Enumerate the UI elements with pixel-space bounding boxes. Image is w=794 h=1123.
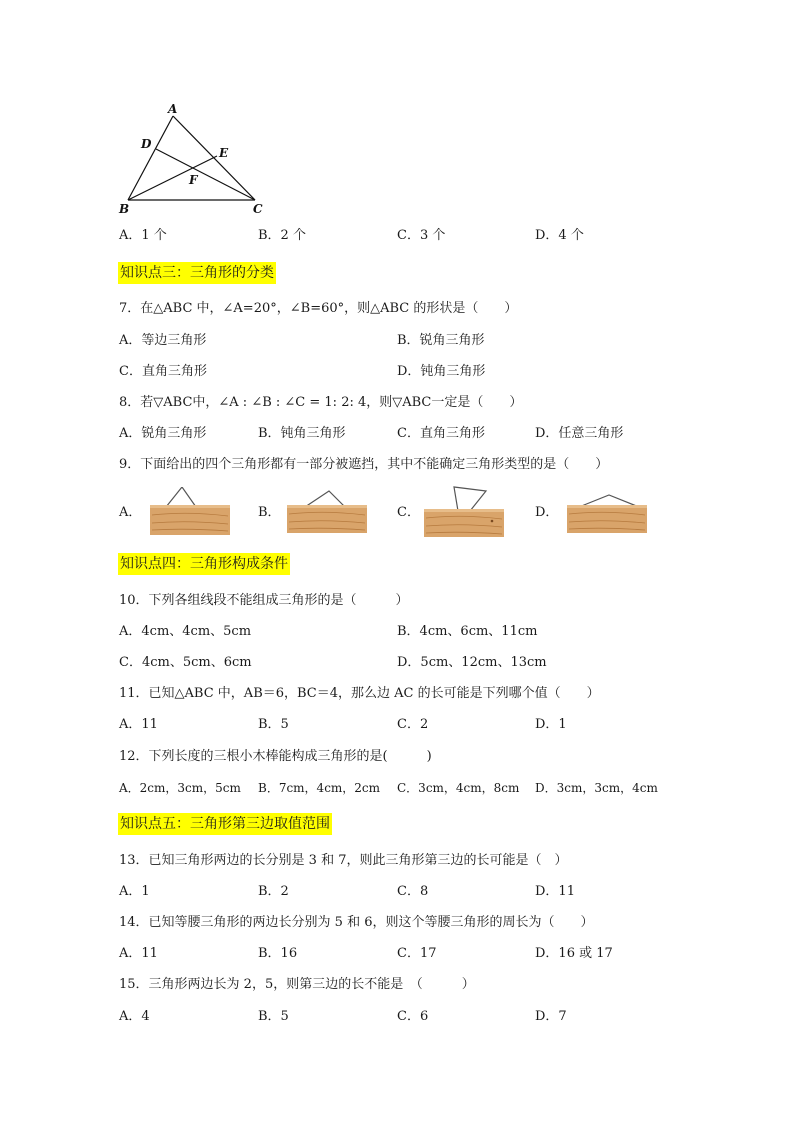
q14-option-a[interactable]: A．11 [119, 946, 158, 961]
q11-option-a[interactable]: A．11 [119, 717, 158, 732]
q8-option-b[interactable]: B．钝角三角形 [258, 426, 346, 441]
label-e: E [219, 146, 229, 160]
label-b: B [119, 202, 130, 216]
q13-option-a[interactable]: A．1 [119, 884, 150, 899]
q14-stem: 14．已知等腰三角形的两边长分别为 5 和 6，则这个等腰三角形的周长为（ ） [119, 915, 594, 930]
q8-option-d[interactable]: D．任意三角形 [535, 426, 624, 441]
label-c: C [253, 202, 263, 216]
label-d: D [141, 137, 152, 151]
q7-option-a[interactable]: A．等边三角形 [119, 333, 207, 348]
triangle-figure [112, 100, 272, 220]
q10-option-d[interactable]: D．5cm、12cm、13cm [397, 655, 547, 670]
q12-stem: 12．下列长度的三根小木棒能构成三角形的是( ) [119, 749, 432, 764]
q9-stem: 9．下面给出的四个三角形都有一部分被遮挡，其中不能确定三角形类型的是（ ） [119, 457, 609, 472]
q13-option-b[interactable]: B．2 [258, 884, 289, 899]
q12-option-d[interactable]: D．3cm，3cm，4cm [535, 781, 658, 795]
q15-option-b[interactable]: B．5 [258, 1009, 289, 1024]
q8-stem: 8．若▽ABC中，∠A : ∠B : ∠C = 1: 2: 4，则▽ABC一定是（ ） [119, 395, 523, 410]
q9-wood-d[interactable] [565, 487, 649, 537]
q7-option-d[interactable]: D．钝角三角形 [397, 364, 486, 379]
q6-option-b[interactable]: B．2 个 [258, 228, 306, 243]
q7-option-b[interactable]: B．锐角三角形 [397, 333, 485, 348]
q9-option-b[interactable]: B． [258, 505, 281, 520]
q15-option-a[interactable]: A．4 [119, 1009, 150, 1024]
section-heading-4: 知识点四：三角形构成条件 [118, 553, 290, 575]
q12-option-a[interactable]: A．2cm，3cm，5cm [119, 781, 241, 795]
q9-option-a[interactable]: A． [119, 505, 142, 520]
q12-option-c[interactable]: C．3cm，4cm，8cm [397, 781, 520, 795]
q10-option-b[interactable]: B．4cm、6cm、11cm [397, 624, 538, 639]
q13-option-c[interactable]: C．8 [397, 884, 429, 899]
q10-option-a[interactable]: A．4cm、4cm、5cm [119, 624, 252, 639]
q7-option-c[interactable]: C．直角三角形 [119, 364, 207, 379]
q6-option-d[interactable]: D．4 个 [535, 228, 584, 243]
q9-wood-a[interactable] [148, 487, 232, 537]
q8-option-a[interactable]: A．锐角三角形 [119, 426, 207, 441]
label-f: F [189, 173, 198, 187]
q9-wood-b[interactable] [285, 487, 369, 537]
q10-option-c[interactable]: C．4cm、5cm、6cm [119, 655, 252, 670]
q9-option-c[interactable]: C． [397, 505, 420, 520]
q14-option-d[interactable]: D．16 或 17 [535, 946, 613, 961]
q14-option-b[interactable]: B．16 [258, 946, 298, 961]
q9-option-d[interactable]: D． [535, 505, 559, 520]
q11-option-d[interactable]: D．1 [535, 717, 567, 732]
q11-option-b[interactable]: B．5 [258, 717, 289, 732]
q14-option-c[interactable]: C．17 [397, 946, 437, 961]
q15-option-d[interactable]: D．7 [535, 1009, 567, 1024]
q6-option-a[interactable]: A．1 个 [119, 228, 167, 243]
q12-option-b[interactable]: B．7cm，4cm，2cm [258, 781, 381, 795]
q8-option-c[interactable]: C．直角三角形 [397, 426, 485, 441]
q11-option-c[interactable]: C．2 [397, 717, 429, 732]
q15-stem: 15．三角形两边长为 2，5，则第三边的长不能是 （ ） [119, 977, 475, 992]
q13-stem: 13．已知三角形两边的长分别是 3 和 7，则此三角形第三边的长可能是（ ） [119, 853, 568, 868]
q7-stem: 7．在△ABC 中，∠A=20°，∠B=60°，则△ABC 的形状是（ ） [119, 301, 518, 316]
label-a: A [168, 102, 178, 116]
q11-stem: 11．已知△ABC 中，AB＝6，BC＝4，那么边 AC 的长可能是下列哪个值（ ） [119, 686, 600, 701]
q6-option-c[interactable]: C．3 个 [397, 228, 446, 243]
q13-option-d[interactable]: D．11 [535, 884, 575, 899]
q9-wood-c[interactable] [422, 483, 506, 539]
q15-option-c[interactable]: C．6 [397, 1009, 429, 1024]
q10-stem: 10．下列各组线段不能组成三角形的是（ ） [119, 593, 409, 608]
section-heading-5: 知识点五：三角形第三边取值范围 [118, 813, 332, 835]
section-heading-3: 知识点三：三角形的分类 [118, 262, 276, 284]
